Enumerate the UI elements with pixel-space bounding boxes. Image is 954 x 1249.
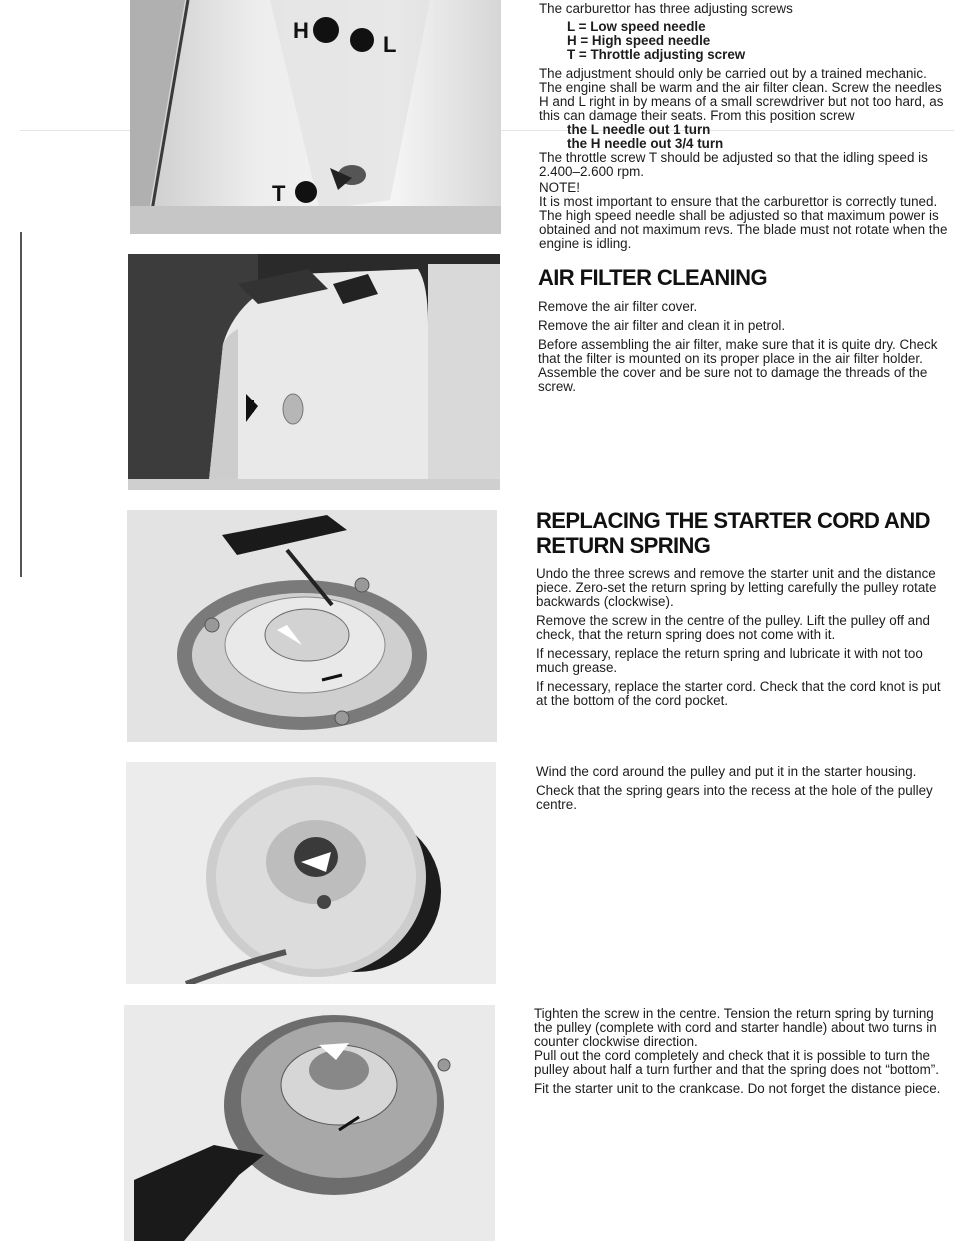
pulley-photo [126, 762, 496, 984]
throttle-text: The throttle screw T should be adjusted so that the idling speed is 2.400–2.600 rpm. [539, 150, 928, 179]
screw-item-h: H = High speed needle [567, 33, 711, 48]
air-filter-step-3: Before assembling the air filter, make sure that it is quite dry. Check that the filter is mounted on its proper place in the air filter holder. Assemble the cover and be sure not to damage the threads of the screw. [538, 337, 938, 394]
l-needle-turn: the L needle out 1 turn [567, 122, 711, 137]
starter-unit-photo [127, 510, 497, 742]
starter-title: REPLACING THE STARTER CORD AND RETURN SPRING [536, 508, 930, 558]
wind-step-1: Wind the cord around the pulley and put it in the starter housing. [536, 764, 917, 779]
h-needle-turn: the H needle out 3/4 turn [567, 136, 724, 151]
air-filter-photo [128, 254, 500, 490]
note-label: NOTE! [539, 180, 580, 195]
air-filter-section [538, 300, 950, 398]
air-filter-step-2: Remove the air filter and clean it in petrol. [538, 318, 786, 333]
starter-section [536, 567, 952, 712]
wind-step-2: Check that the spring gears into the recess at the hole of the pulley centre. [536, 783, 933, 812]
tighten-step-2: Pull out the cord completely and check that it is possible to turn the pulley about half a turn further and that the spring does not “bottom”. [534, 1048, 939, 1077]
air-filter-step-1: Remove the air filter cover. [538, 299, 698, 314]
tension-photo [124, 1005, 495, 1241]
tighten-step-3: Fit the starter unit to the crankcase. Do not forget the distance piece. [534, 1081, 941, 1096]
starter-step-2: Remove the screw in the centre of the pulley. Lift the pulley off and check, that the return spring does not come with it. [536, 613, 931, 642]
carburettor-intro: The carburettor has three adjusting screws [539, 1, 793, 16]
starter-step-3: If necessary, replace the return spring and lubricate it with not too much grease. [536, 646, 923, 675]
label-l: L [383, 32, 397, 57]
screw-list [539, 20, 951, 62]
adjustment-text: The adjustment should only be carried out by a trained mechanic. The engine shall be warm and the air filter clean. Screw the needles H and L right in by means of a small screwdriver but not too hard, as this can damage their seats. From this position screw [539, 66, 944, 123]
note-text: It is most important to ensure that the carburettor is correctly tuned. The high speed needle shall be adjusted so that maximum power is obtained and not maximum revs. The blade must not rotate when the engine is idling. [539, 194, 948, 251]
needle-turns [539, 123, 951, 151]
tighten-section [534, 1007, 944, 1100]
scan-edge-line [20, 232, 22, 577]
screw-item-t: T = Throttle adjusting screw [567, 47, 746, 62]
starter-step-1: Undo the three screws and remove the starter unit and the distance piece. Zero-set the return spring by letting carefully the pulley rotate backwards (clockwise). [536, 566, 937, 609]
starter-step-4: If necessary, replace the starter cord. Check that the cord knot is put at the bottom of the cord pocket. [536, 679, 941, 708]
screw-item-l: L = Low speed needle [567, 19, 706, 34]
carburettor-section [539, 2, 951, 255]
tighten-step-1: Tighten the screw in the centre. Tension the return spring by turning the pulley (complete with cord and starter handle) about two turns in counter clockwise direction. [534, 1006, 937, 1049]
label-t: T [272, 181, 286, 206]
wind-section [536, 765, 946, 816]
label-h: H [293, 18, 309, 43]
air-filter-title: AIR FILTER CLEANING [538, 265, 767, 290]
carburettor-photo [130, 0, 501, 234]
